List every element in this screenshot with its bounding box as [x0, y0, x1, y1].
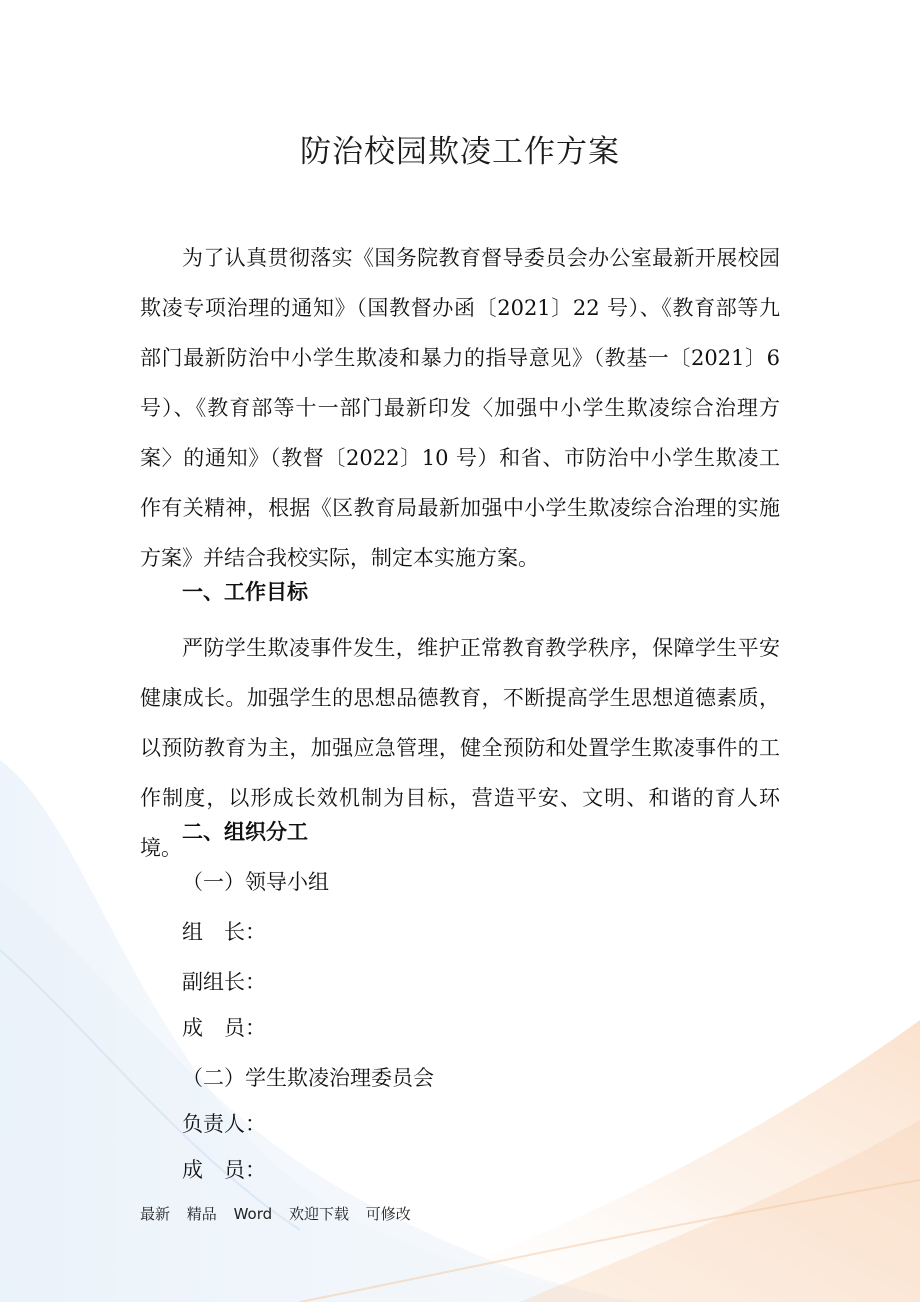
- field-vice-leader: 副组长：: [182, 970, 266, 994]
- footer-item: 精品: [186, 1205, 217, 1223]
- footer-item: 欢迎下载: [288, 1205, 349, 1223]
- field-committee-members: 成 员：: [182, 1158, 266, 1182]
- field-members: 成 员：: [182, 1016, 266, 1040]
- subsection-bullying-committee: （二）学生欺凌治理委员会: [182, 1066, 434, 1090]
- page-footer: [140, 1203, 423, 1224]
- footer-item: 可修改: [365, 1205, 411, 1223]
- subsection-leadership-group: （一）领导小组: [182, 870, 329, 894]
- field-leader: 组 长：: [182, 920, 266, 944]
- footer-item: Word: [233, 1205, 273, 1223]
- goals-paragraph: 严防学生欺凌事件发生，维护正常教育教学秩序，保障学生平安健康成长。加强学生的思想品德教育，不断提高学生思想道德素质，以预防教育为主，加强应急管理，健全预防和处置学生欺凌事件的工作制度，以形成长效机制为目标，营造平安、文明、和谐的育人环境。: [140, 636, 780, 860]
- intro-paragraph: 为了认真贯彻落实《国务院教育督导委员会办公室最新开展校园欺凌专项治理的通知》（国教督办函〔2021〕22 号）、《教育部等九部门最新防治中小学生欺凌和暴力的指导意见》（教基一〔2021〕6 号）、《教育部等十一部门最新印发〈加强中小学生欺凌综合治理方案〉的通知》（教督〔2022〕10 号）和省、市防治中小学生欺凌工作有关精神，根据《区教育局最新加强中小学生欺凌综合治理的实施方案》并结合我校实际，制定本实施方案。: [140, 246, 780, 570]
- field-responsible-person: 负责人：: [182, 1112, 266, 1136]
- section-heading-goals: 一、工作目标: [182, 580, 308, 604]
- footer-item: 最新: [140, 1205, 171, 1223]
- section-heading-organization: 二、组织分工: [182, 820, 308, 844]
- document-title: 防治校园欺凌工作方案: [300, 134, 620, 170]
